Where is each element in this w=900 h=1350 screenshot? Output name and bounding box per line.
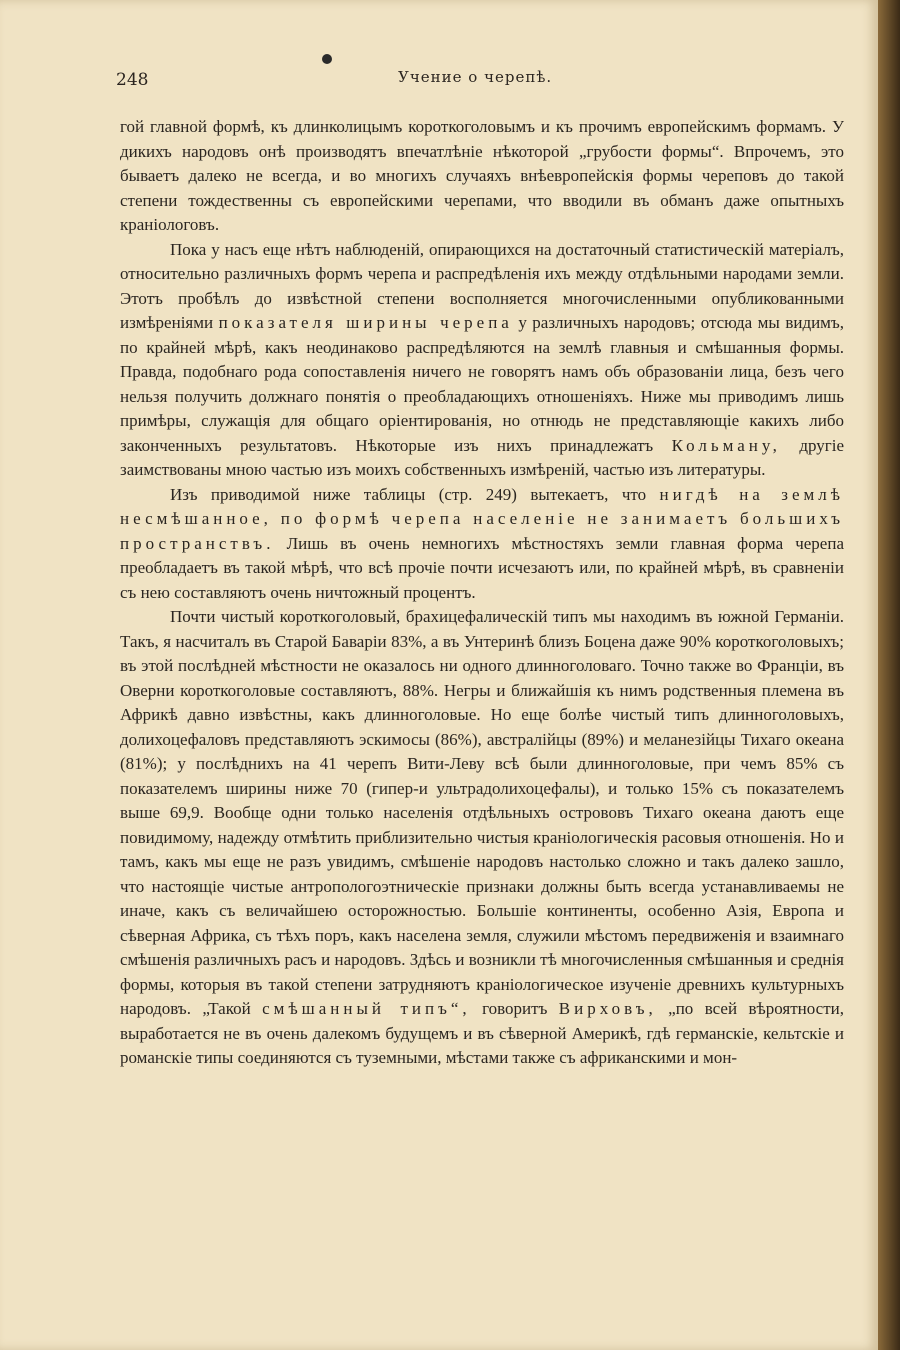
paragraph-2	[120, 238, 844, 483]
paragraph-text: другіе заимствованы мною частью изъ моихъ собственныхъ измѣреній, частью изъ литературы.	[120, 435, 844, 479]
paragraph-text: Изъ приводимой ниже таблицы (стр. 249) вытекаетъ, что	[170, 484, 647, 504]
book-binding	[878, 0, 900, 1350]
paragraph-text: Пока у насъ еще нѣтъ наблюденій, опирающихся на достаточный статистическій матеріалъ, относительно различныхъ формъ черепа и распредѣленія ихъ между отдѣльными народами земли. Этотъ пробѣлъ до извѣстной степени восполняется многочисленными опубликованными измѣреніями	[120, 239, 844, 332]
paragraph-text: Лишь въ очень немногихъ мѣстностяхъ земли главная форма черепа преобладаетъ въ такой мѣрѣ, что всѣ прочіе почти исчезаютъ или, по крайней мѣрѣ, въ сравненіи съ нею составляютъ очень ничтожный процентъ.	[120, 533, 844, 602]
paragraph-text: Почти чистый короткоголовый, брахицефалическій типъ мы находимъ въ южной Германіи. Такъ, я насчиталъ въ Старой Баваріи 83%, а въ Унтеринѣ близъ Боцена даже 90% короткоголовыхъ; въ этой послѣдней мѣстности не оказалось ни одного длинноголоваго. Точно также во Франціи, въ Оверни короткоголовые составляютъ, 88%. Негры и ближайшія къ нимъ родственныя племена въ Африкѣ давно извѣстны, какъ длинноголовые. Но еще болѣе чистый типъ длинноголовыхъ, долихоцефаловъ представляютъ эскимосы (86%), австралійцы (89%) и меланезійцы Тихаго океана (81%); у послѣднихъ на 41 черепъ Вити-Леву всѣ были длинноголовые, при чемъ 85% съ показателемъ ширины ниже 70 (гипер-и ультрадолихоцефалы), и только 15% съ показателемъ выше 69,9. Вообще одни только населенія отдѣльныхъ острововъ Тихаго океана даютъ еще повидимому, надежду отмѣтить приблизительно чистыя краніологическія расовыя отношенія. Но и тамъ, какъ мы еще не разъ увидимъ, смѣшеніе народовъ настолько сложно и такъ далеко зашло, что настоящіе чистые антропологоэтническіе признаки должны быть всегда устанавливаемы не иначе, какъ съ величайшею осторожностью. Большіе континенты, особенно Азія, Европа и сѣверная Африка, съ тѣхъ поръ, какъ населена земля, служили мѣстомъ передвиженія и взаимнаго смѣшенія различныхъ расъ и народовъ. Здѣсь и возникли тѣ многочисленныя смѣшанныя и среднія формы, которыя въ такой степени затрудняютъ краніологическое изученіе древнихъ культурныхъ народовъ. „Такой	[120, 607, 844, 1018]
spaced-emphasis: нигдѣ на землѣ несмѣшанное, по формѣ черепа населеніе не занимаетъ большихъ пространствъ.	[120, 484, 845, 553]
spaced-emphasis: смѣшанный типъ“,	[262, 999, 471, 1018]
page-number: 248	[116, 70, 149, 90]
body-text	[120, 115, 844, 1071]
ink-dot	[322, 54, 332, 64]
spaced-emphasis: Вирховъ,	[558, 999, 657, 1018]
running-head: Учение о черепѣ.	[398, 68, 553, 86]
paragraph-4	[120, 605, 844, 1071]
paragraph-text: „по всей вѣроятности, выработается не въ очень далекомъ будущемъ и въ сѣверной Америкѣ, гдѣ германскіе, кельтскіе и романскіе типы соединяются съ туземными, мѣстами также съ африканскими и мон-	[120, 999, 844, 1067]
paragraph-text: у различныхъ народовъ; отсюда мы видимъ, по крайней мѣрѣ, какъ неодинаково распредѣляются на землѣ главныя и смѣшанныя формы. Правда, подобнаго рода сопоставленія ничего не говорятъ намъ объ образованіи лица, безъ чего нельзя получить должнаго понятія о преобладающихъ отношеніяхъ. Ниже мы приводимъ лишь примѣры, служащія для общаго оріентированія, но отнюдь не представляющіе какихъ либо законченныхъ результатовъ. Нѣкоторые изъ нихъ принадлежатъ	[120, 313, 844, 455]
spaced-emphasis: показателя ширины черепа	[218, 313, 513, 332]
paragraph-3	[120, 483, 844, 606]
paragraph-text: гой главной формѣ, къ длинколицымъ короткоголовымъ и къ прочимъ европейскимъ формамъ. У дикихъ народовъ онѣ производятъ впечатлѣніе нѣкоторой „грубости формы“. Впрочемъ, это бываетъ далеко не всегда, и во многихъ случаяхъ внѣевропейскія формы череповъ до такой степени тождественны съ европейскими черепами, что вводили въ обманъ даже опытныхъ краніологовъ.	[120, 117, 844, 234]
paragraph-text: говоритъ	[482, 999, 548, 1018]
paragraph-1	[120, 115, 844, 238]
spaced-emphasis: Кольману,	[671, 435, 781, 455]
